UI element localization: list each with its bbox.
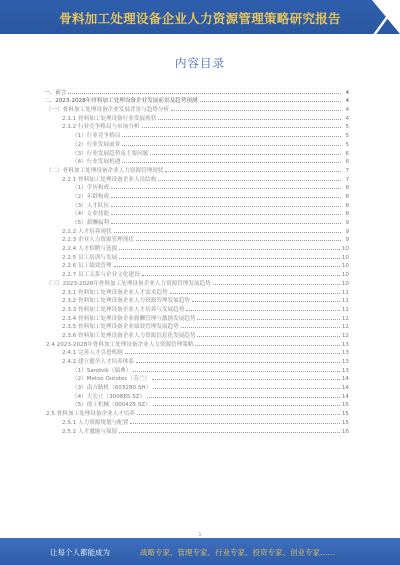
toc-entry-label: 一、前言	[44, 89, 67, 96]
toc-entry-label: （5）徐工机械（000425.SZ）	[72, 402, 151, 409]
toc-entry-page: 4	[345, 107, 349, 114]
toc-entry-page: 13	[341, 341, 349, 348]
toc-entry-label: 2.1.2 行业竞争格局与市场分析	[62, 124, 140, 131]
toc-entry-page: 12	[341, 315, 349, 322]
toc-leader-dots	[111, 206, 341, 207]
toc-entry[interactable]	[44, 391, 349, 400]
toc-entry-page: 8	[345, 185, 349, 192]
toc-entry-label: 2.2.3 企业人力资源管理现状	[62, 237, 134, 244]
toc-entry-label: （4）行业发展机遇	[72, 159, 121, 166]
toc-entry-page: 4	[345, 115, 349, 122]
toc-entry-label: 2.4.2 建立健全人才培养体系	[62, 359, 134, 365]
toc-entry-page: 6	[345, 150, 349, 157]
toc-entry-page: 9	[345, 228, 349, 235]
toc-entry[interactable]	[44, 278, 349, 287]
toc-entry-page: 9	[345, 237, 349, 244]
toc-entry[interactable]	[44, 174, 349, 183]
toc-entry[interactable]	[44, 130, 349, 139]
report-header	[0, 0, 400, 34]
toc-entry-label: （1）Sandvik（瑞典）	[72, 367, 132, 374]
toc-entry-label: 2.4.1 完善人才引进机制	[62, 350, 123, 357]
toc-entry[interactable]	[44, 382, 349, 391]
toc-leader-dots	[111, 188, 341, 189]
toc-leader-dots	[122, 162, 341, 163]
toc-entry-page: 10	[341, 246, 349, 253]
toc-entry-label: 2.3.6 骨料加工处理设备企业人力资源信息化发展趋势	[62, 332, 196, 339]
toc-entry-label: （4）专业技能	[72, 211, 110, 218]
toc-entry-page: 8	[345, 193, 349, 200]
toc-entry-page: 10	[341, 272, 349, 279]
toc-entry[interactable]	[44, 87, 349, 96]
toc-leader-dots	[122, 145, 341, 146]
toc-leader-dots	[119, 249, 340, 250]
toc-leader-dots	[170, 293, 340, 294]
toc-entry[interactable]	[44, 148, 349, 157]
toc-leader-dots	[197, 336, 339, 337]
toc-entry-label: 2.2.7 员工关系与企业文化建设	[62, 272, 140, 279]
page-number: 1	[198, 532, 202, 538]
toc-entry[interactable]	[44, 356, 349, 365]
toc-leader-dots	[111, 214, 341, 215]
toc-entry-label: 2.5.1 人力资源规划与配置	[62, 419, 129, 426]
toc-leader-dots	[186, 310, 340, 311]
toc-entry-label: 2.2.5 员工培训与发展	[62, 254, 118, 261]
toc-leader-dots	[165, 171, 341, 172]
toc-entry[interactable]	[44, 226, 349, 235]
toc-entry[interactable]	[44, 400, 349, 409]
toc-entry-label: （3）南方路机（603280.SH）	[72, 385, 152, 392]
toc-entry[interactable]	[44, 243, 349, 252]
toc-entry[interactable]	[44, 348, 349, 357]
toc-entry-page: 4	[345, 98, 349, 105]
toc-entry-label: （三）2023-2028年骨料加工处理设备企业人力资源管理发展趋势	[46, 280, 211, 287]
toc-entry[interactable]	[44, 217, 349, 226]
toc-leader-dots	[158, 119, 341, 120]
toc-entry-page: 5	[345, 141, 349, 148]
footer-experts: 战略专家、管理专家、行业专家、投资专家、创业专家……	[140, 548, 335, 557]
toc-entry-page: 7	[345, 167, 349, 174]
toc-leader-dots	[122, 136, 341, 137]
toc-leader-dots	[213, 284, 340, 285]
toc-leader-dots	[119, 432, 340, 433]
toc-entry-page: 14	[341, 385, 349, 392]
toc-entry-label: 2.5 骨料加工处理设备企业人才培养	[46, 411, 135, 418]
toc-entry[interactable]	[44, 287, 349, 296]
toc-entry[interactable]	[44, 408, 349, 417]
toc-leader-dots	[114, 266, 340, 267]
toc-entry-label: 二、2023-2028年骨料加工处理设备企业发展前景及趋势预测	[44, 98, 198, 105]
toc-entry-label: （3）行业发展趋势及主要问题	[72, 150, 149, 157]
toc-entry-label: 2.3.3 骨料加工处理设备企业人才培养与发展趋势	[62, 306, 185, 313]
toc-entry-page: 10	[341, 263, 349, 270]
toc-entry[interactable]	[44, 261, 349, 270]
toc-entry[interactable]	[44, 330, 349, 339]
toc-entry-label: （5）薪酬福利	[72, 220, 110, 226]
toc-entry[interactable]	[44, 139, 349, 148]
toc-entry-label: （二）骨料加工处理设备企业人力资源管理现状	[46, 167, 164, 174]
toc-entry-label: 2.3.5 骨料加工处理设备企业绩效管理发展趋势	[62, 324, 179, 331]
toc-entry-label: （一）骨料加工处理设备企业发展背景与趋势分析	[46, 107, 170, 114]
toc-entry-label: （2）Metso Outotec（芬兰）	[72, 376, 150, 383]
toc-leader-dots	[158, 180, 341, 181]
toc-leader-dots	[111, 223, 341, 224]
toc-entry-page: 11	[341, 289, 349, 296]
toc-entry-label: （4）大宏立（300865.SZ）	[72, 393, 146, 400]
toc-entry-page: 14	[341, 376, 349, 383]
toc-entry-label: 2.5.2 人才激励与保留	[62, 428, 118, 435]
toc-entry[interactable]	[44, 122, 349, 131]
toc-leader-dots	[142, 127, 341, 128]
toc-leader-dots	[153, 388, 340, 389]
toc-entry-label: 2.3.2 骨料加工处理设备企业人力资源管理发展趋势	[62, 298, 190, 305]
toc-leader-dots	[111, 197, 341, 198]
toc-leader-dots	[133, 371, 340, 372]
toc-entry[interactable]	[44, 374, 349, 383]
toc-entry[interactable]	[44, 322, 349, 331]
toc-entry-label: （2）年龄构成	[72, 193, 110, 200]
toc-leader-dots	[200, 101, 341, 102]
toc-entry-page: 13	[341, 350, 349, 357]
toc-entry-label: 2.2.4 人才招聘与选拔	[62, 246, 118, 253]
toc-entry-page: 12	[341, 332, 349, 339]
toc-leader-dots	[119, 258, 340, 259]
toc-leader-dots	[130, 423, 340, 424]
toc-entry-page: 10	[341, 254, 349, 261]
toc-entry-page: 5	[345, 133, 349, 140]
toc-entry-page: 7	[345, 176, 349, 183]
toc-entry-label: 2.2.2 人才培养现状	[62, 228, 112, 235]
toc-leader-dots	[68, 93, 341, 94]
toc-leader-dots	[152, 379, 340, 380]
toc-leader-dots	[136, 362, 340, 363]
toc-entry-page: 8	[345, 202, 349, 209]
toc-entry[interactable]	[44, 157, 349, 166]
toc-leader-dots	[147, 397, 340, 398]
toc-entry[interactable]	[44, 426, 349, 435]
toc-entry-page: 14	[341, 393, 349, 400]
toc-entry[interactable]	[44, 96, 349, 105]
toc-entry-page: 15	[341, 411, 349, 418]
toc-entry-label: 2.1.1 骨料加工处理设备行业发展现状	[62, 115, 157, 122]
toc-leader-dots	[150, 154, 341, 155]
toc-leader-dots	[192, 301, 340, 302]
toc-entry[interactable]	[44, 165, 349, 174]
table-of-contents	[44, 87, 349, 435]
toc-entry[interactable]	[44, 235, 349, 244]
toc-entry-label: （1）学历构成	[72, 185, 110, 192]
toc-leader-dots	[181, 327, 340, 328]
toc-entry-label: （2）行业发展前景	[72, 141, 121, 148]
toc-entry-page: 12	[341, 324, 349, 331]
toc-leader-dots	[142, 275, 340, 276]
toc-entry-page: 8	[345, 211, 349, 218]
toc-entry-page: 13	[341, 367, 349, 374]
toc-entry[interactable]	[44, 209, 349, 218]
toc-entry-label: （3）人才队伍	[72, 202, 110, 209]
toc-entry-page: 9	[345, 220, 349, 226]
toc-entry-label: （1）行业竞争格局	[72, 133, 121, 140]
toc-entry[interactable]	[44, 296, 349, 305]
toc-entry[interactable]	[44, 339, 349, 348]
toc-entry-page: 15	[341, 419, 349, 426]
toc-entry-page: 16	[341, 428, 349, 435]
toc-entry-label: 2.2.6 员工绩效管理	[62, 263, 112, 270]
toc-entry-page: 6	[345, 159, 349, 166]
toc-leader-dots	[171, 110, 341, 111]
toc-entry[interactable]	[44, 252, 349, 261]
footer-banner	[0, 538, 400, 565]
toc-entry-page: 5	[345, 124, 349, 131]
toc-entry[interactable]	[44, 417, 349, 426]
toc-entry[interactable]	[44, 269, 349, 278]
toc-leader-dots	[125, 353, 340, 354]
toc-leader-dots	[137, 414, 340, 415]
toc-entry-page: 15	[341, 402, 349, 409]
toc-entry-page: 11	[341, 306, 349, 313]
toc-entry-page: 10	[341, 280, 349, 287]
toc-entry-label: 2.2.1 骨料加工处理设备企业人员结构	[62, 176, 157, 183]
toc-entry[interactable]	[44, 104, 349, 113]
report-title: 骨料加工处理设备企业人力资源管理策略研究报告	[59, 11, 341, 26]
toc-leader-dots	[195, 345, 339, 346]
toc-leader-dots	[153, 405, 340, 406]
toc-entry-label: 2.3.1 骨料加工处理设备企业人才需求趋势	[62, 289, 168, 296]
footer-slogan: 让每个人都能成为	[50, 548, 110, 557]
toc-entry[interactable]	[44, 313, 349, 322]
toc-entry[interactable]	[44, 183, 349, 192]
toc-leader-dots	[197, 319, 339, 320]
toc-entry[interactable]	[44, 191, 349, 200]
toc-entry-page: 13	[341, 359, 349, 365]
toc-leader-dots	[136, 240, 341, 241]
toc-leader-dots	[114, 232, 341, 233]
toc-heading: 内容目录	[175, 56, 225, 70]
toc-entry-page: 11	[341, 298, 349, 305]
toc-entry-label: 2.4 2023-2028年骨料加工处理设备企业人力资源管理策略	[46, 341, 194, 348]
toc-entry[interactable]	[44, 365, 349, 374]
toc-entry[interactable]	[44, 113, 349, 122]
toc-entry[interactable]	[44, 200, 349, 209]
toc-entry[interactable]	[44, 304, 349, 313]
toc-entry-page: 4	[345, 89, 349, 96]
toc-entry-label: 2.3.4 骨料加工处理设备企业薪酬管理与激励发展趋势	[62, 315, 196, 322]
